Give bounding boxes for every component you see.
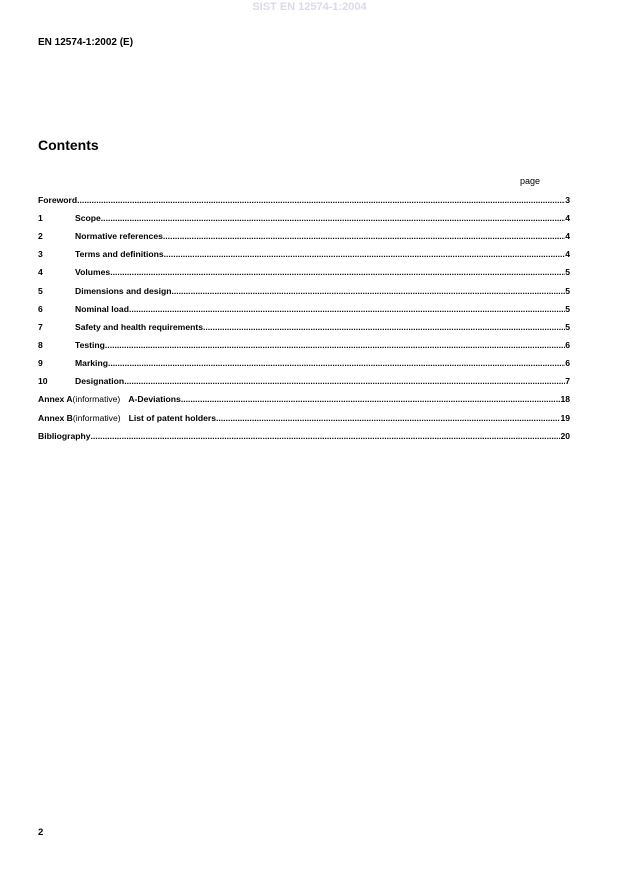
- toc-entry-normative-references[interactable]: [38, 229, 570, 243]
- toc-entry-title: Normative references: [75, 231, 163, 241]
- toc-entry-terms-and-definitions[interactable]: [38, 247, 570, 261]
- toc-entry-page: 3: [565, 195, 570, 205]
- toc-dot-leader: [77, 193, 565, 207]
- toc-entry-title: Foreword: [38, 195, 78, 205]
- toc-dot-leader: [129, 302, 565, 316]
- toc-entry-marking[interactable]: [38, 356, 570, 370]
- toc-entry-page: 4: [565, 213, 570, 223]
- toc-entry-page: 4: [565, 249, 570, 259]
- toc-entry-safety-and-health[interactable]: [38, 320, 570, 334]
- toc-entry-scope[interactable]: [38, 211, 570, 225]
- toc-entry-designation[interactable]: [38, 374, 570, 388]
- toc-entry-page: 6: [565, 358, 570, 368]
- toc-dot-leader: [181, 392, 561, 406]
- toc-entry-dimensions-and-design[interactable]: [38, 284, 570, 298]
- toc-entry-number: 7: [38, 322, 43, 332]
- toc-entry-page: 6: [565, 340, 570, 350]
- toc-entry-title: Terms and definitions: [75, 249, 164, 259]
- toc-dot-leader: [108, 356, 565, 370]
- toc-annex-note: (informative): [72, 394, 121, 404]
- toc-entry-page: 5: [565, 322, 570, 332]
- toc-entry-title: Designation: [75, 376, 125, 386]
- page-number: 2: [38, 827, 44, 838]
- toc-entry-volumes[interactable]: [38, 265, 570, 279]
- toc-entry-page: 4: [565, 231, 570, 241]
- toc-entry-number: 3: [38, 249, 43, 259]
- toc-entry-title: List of patent holders: [128, 413, 216, 423]
- toc-entry-number: 2: [38, 231, 43, 241]
- toc-dot-leader: [105, 338, 565, 352]
- toc-entry-number: 5: [38, 286, 43, 296]
- toc-entry-number: 6: [38, 304, 43, 314]
- toc-annex-label: Annex A: [38, 394, 73, 404]
- toc-entry-page: 5: [565, 304, 570, 314]
- toc-annex-note: (informative): [72, 413, 121, 423]
- toc-entry-annex-b[interactable]: [38, 411, 570, 425]
- toc-entry-page: 7: [565, 376, 570, 386]
- toc-dot-leader: [216, 411, 560, 425]
- toc-dot-leader: [164, 247, 566, 261]
- toc-dot-leader: [203, 320, 565, 334]
- toc-entry-title: Dimensions and design: [75, 286, 172, 296]
- toc-dot-leader: [171, 284, 565, 298]
- toc-entry-annex-a[interactable]: [38, 392, 570, 406]
- toc-entry-title: Marking: [75, 358, 108, 368]
- toc-entry-title: A-Deviations: [128, 394, 181, 404]
- toc-entry-page: 19: [560, 413, 570, 423]
- toc-dot-leader: [163, 229, 565, 243]
- toc-entry-title: Bibliography: [38, 431, 91, 441]
- toc-dot-leader: [110, 265, 565, 279]
- toc-dot-leader: [91, 429, 561, 443]
- toc-entry-bibliography[interactable]: [38, 429, 570, 443]
- toc-entry-number: 10: [38, 376, 48, 386]
- toc-entry-testing[interactable]: [38, 338, 570, 352]
- toc-entry-title: Nominal load: [75, 304, 129, 314]
- toc-annex-label: Annex B: [38, 413, 73, 423]
- toc-entry-page: 20: [560, 431, 570, 441]
- toc-entry-number: 1: [38, 213, 43, 223]
- toc-entry-number: 4: [38, 267, 43, 277]
- toc-entry-page: 5: [565, 286, 570, 296]
- toc-entry-page: 5: [565, 267, 570, 277]
- page-column-label: page: [520, 176, 541, 186]
- toc-entry-number: 8: [38, 340, 43, 350]
- toc-entry-title: Scope: [75, 213, 101, 223]
- toc-entry-foreword[interactable]: [38, 193, 570, 207]
- toc-entry-title: Testing: [75, 340, 105, 350]
- toc-entry-page: 18: [560, 394, 570, 404]
- toc-dot-leader: [101, 211, 565, 225]
- watermark: SIST EN 12574-1:2004: [252, 1, 367, 13]
- toc-entry-title: Safety and health requirements: [75, 322, 203, 332]
- toc-entry-title: Volumes: [75, 267, 111, 277]
- toc-entry-number: 9: [38, 358, 43, 368]
- toc-entry-nominal-load[interactable]: [38, 302, 570, 316]
- toc-dot-leader: [124, 374, 565, 388]
- contents-heading: Contents: [38, 137, 99, 153]
- document-identifier: EN 12574-1:2002 (E): [38, 37, 134, 48]
